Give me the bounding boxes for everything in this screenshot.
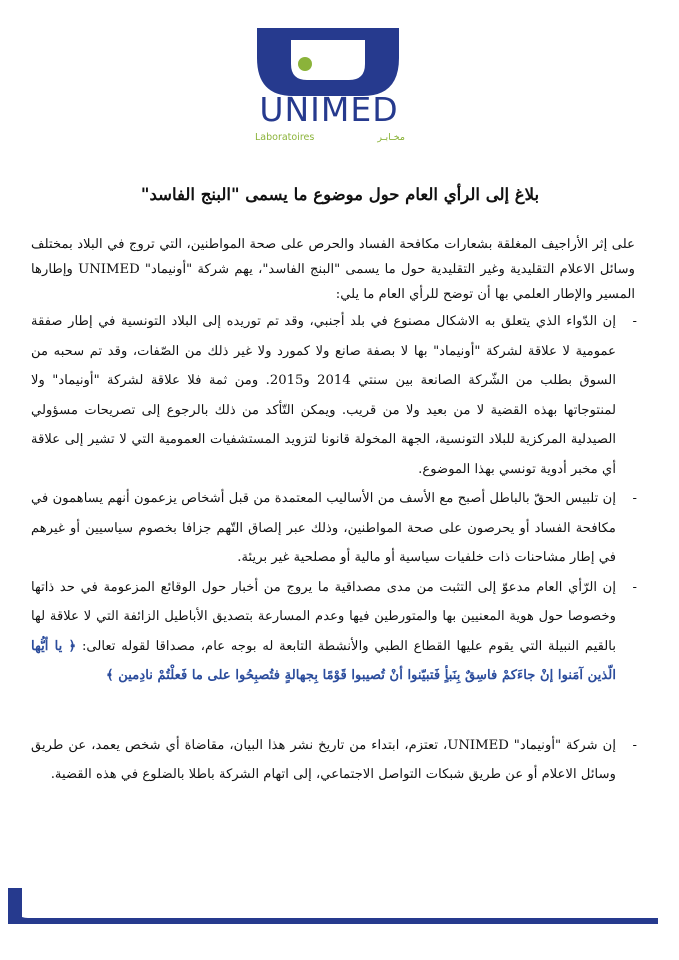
spacer <box>31 691 635 731</box>
list-item-text: إن الرّأي العام مدعوّ إلى التثبت من مدى مصداقية ما يروج من أخبار حول الوقائع المزعومة في حد ذاتها وخصوصا حول هوية المعنيين بها والمتورطين فيها وعدم المسارعة بتصديق الأباطيل الزائفة التي لا علاقة لها بالقيم النبيلة التي يقوم عليها القطاع الطبي والأنشطة التابعة له بوجه عام، مصداقا لقوله تعالى: <box>31 579 616 654</box>
logo-subtitle <box>255 132 405 144</box>
statement-list <box>31 307 635 790</box>
logo-subtitle-latin: Laboratoires <box>255 132 315 143</box>
logo-wordmark: UNIMED <box>259 90 399 129</box>
list-item-text: إن تلبيس الحقّ بالباطل أصبح مع الأسف من الأساليب المعتمدة من قبل أشخاص يزعمون أنهم يساهمون في مكافحة الفساد أو يحرصون على صحة المواطنين، وذلك عبر إلصاق التّهم جزافا بخصوم سياسيين أو غيرهم في إطار مشاحنات ذات خلفيات سياسية أو مالية أو مصلحية غير بريئة. <box>31 491 616 565</box>
document-body <box>31 232 635 790</box>
quran-quote: ﴿ يا أيُّها الّذين آمَنوا إنْ جاءَكمْ فاسِقٌ بِنَبأٍ فَتبيّنوا أنْ تُصيبوا قَوْمًا بِجهالةٍ فتُصبِحُوا على ما فَعلْتُمْ نادِمين ﴾ <box>31 638 616 683</box>
intro-paragraph: على إثر الأراجيف المغلقة بشعارات مكافحة الفساد والحرص على صحة المواطنين، التي تروج في البلاد بمختلف وسائل الاعلام التقليدية وغير التقليدية حول ما يسمى "البنج الفاسد"، يهم شركة "أونيماد" UNIMED وإطارها المسير والإطار العلمي بها أن توضح للرأي العام ما يلي: <box>31 237 635 302</box>
list-item-text: إن شركة "أونيماد" UNIMED، تعتزم، ابتداء من تاريخ نشر هذا البيان، مقاضاة أي شخص يعمد، عن طريق وسائل الاعلام أو عن طريق شبكات التواصل الاجتماعي، إلى اتهام الشركة باطلا بالضلوع في هذه القضية. <box>31 737 616 782</box>
logo-subtitle-arabic: مخـابـر <box>377 132 405 143</box>
list-item <box>31 307 635 484</box>
list-item <box>31 484 635 573</box>
list-item-text: إن الدّواء الذي يتعلق به الاشكال مصنوع في بلد أجنبي، وقد تم توريده إلى البلاد التونسية في إطار صفقة عمومية لا علاقة لشركة "أونيماد" بها لا بصفة صانع ولا كمورد ولا غير ذلك من الصّفات، وقد تم سحبه من السوق بطلب من الشّركة الصانعة بين سنتي 2014 و2015. ومن ثمة فلا علاقة لشركة "أونيماد" ولا لمنتوجاتها بهذه القضية لا من بعيد ولا من قريب. ويمكن التّأكد من ذلك بالرجوع إلى تصريحات مسؤولي الصيدلية المركزية للبلاد التونسية، الجهة المخولة قانونا لتزويد المستشفيات العمومية التي لا تشير إلى علاقة أي مخبر أدوية تونسي بهذا الموضوع. <box>31 314 616 477</box>
unimed-logo <box>245 28 413 143</box>
page-title: بلاغ إلى الرأي العام حول موضوع ما يسمى "البنج الفاسد" <box>140 185 540 204</box>
logo-mark-icon <box>255 28 401 98</box>
list-item <box>31 573 635 691</box>
list-item <box>31 731 635 790</box>
